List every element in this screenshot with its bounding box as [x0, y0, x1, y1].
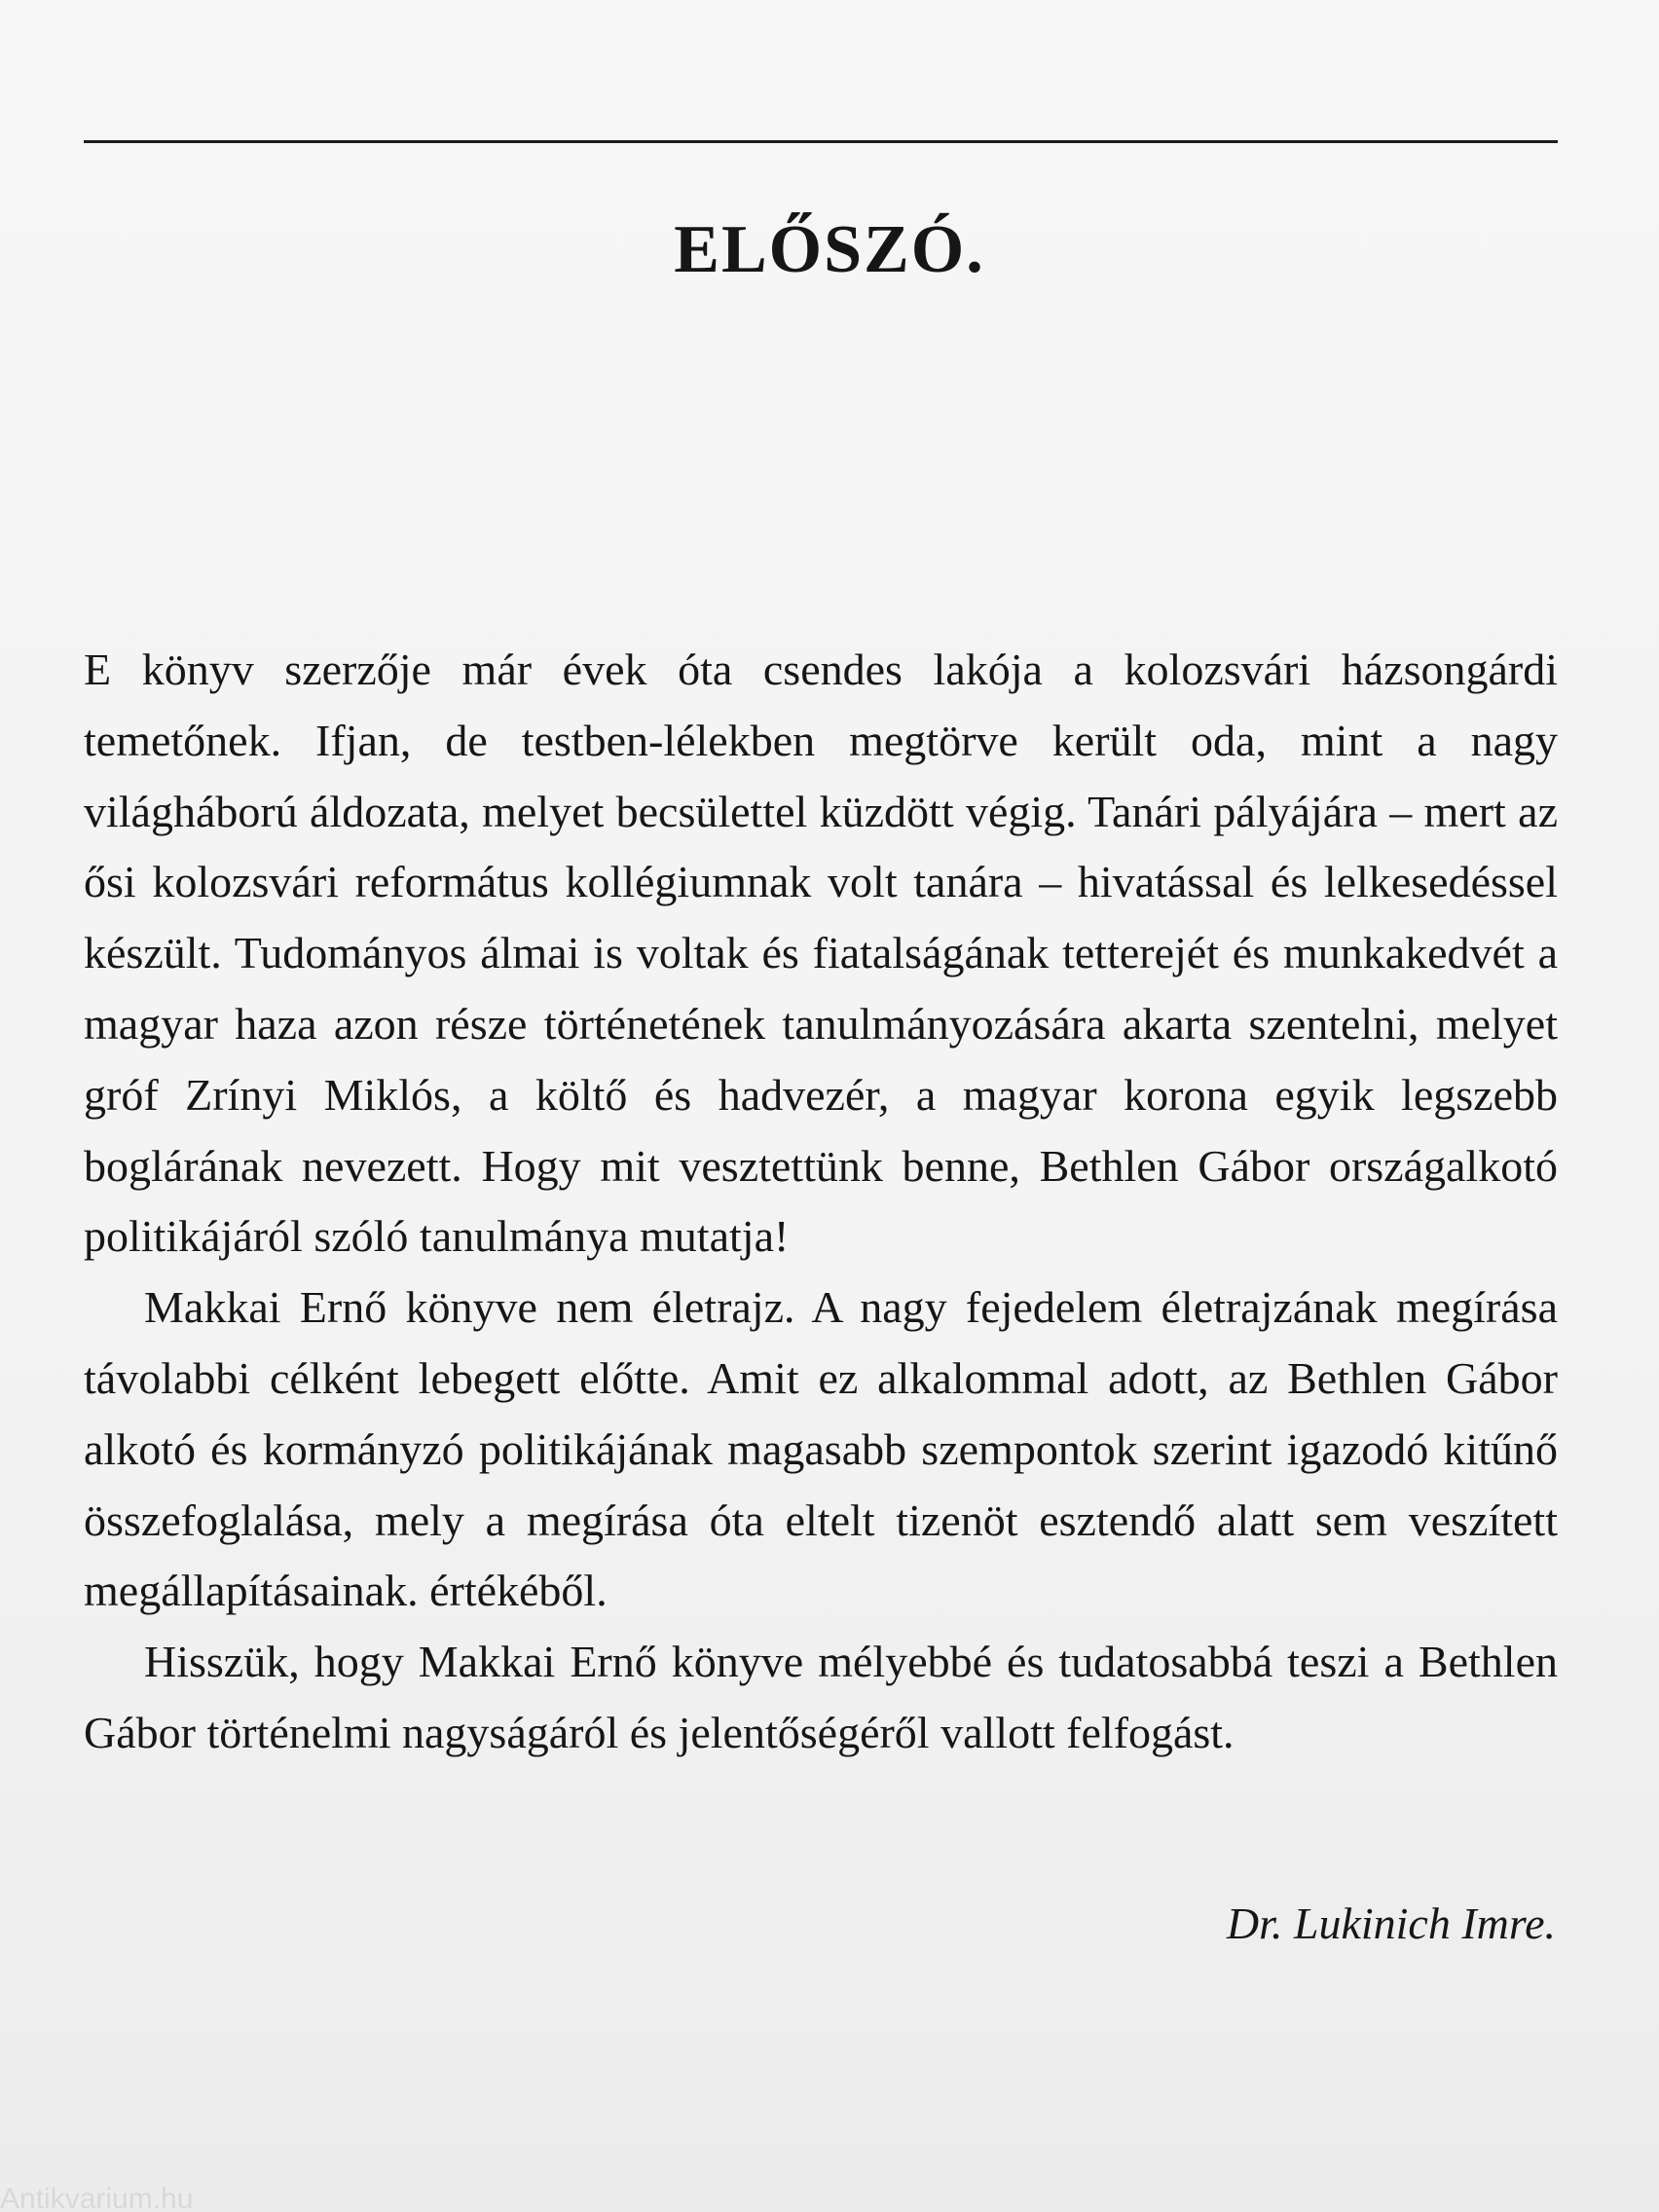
paragraph-3: Hisszük, hogy Makkai Ernő könyve mélyebbé és tudatosabbá teszi a Bethlen Gábor történelmi nagyságáról és jelentőségéről vallott felfogást.: [84, 1637, 1558, 1757]
watermark-logo: Antikvarium.hu: [0, 2187, 194, 2212]
header-rule: [84, 140, 1558, 143]
preface-body: [84, 635, 1558, 1769]
author-signature: Dr. Lukinich Imre.: [1226, 1899, 1556, 1948]
paragraph-1: E könyv szerzője már évek óta csendes lakója a kolozsvári házsongárdi temetőnek. Ifjan, de testben-lélekben megtörve került oda, mint a nagy világháború áldozata, melyet becsülettel küzdött végig. Tanári pályájára – mert az ősi kolozsvári református kollégiumnak volt tanára – hivatással és lelkesedéssel készült. Tudományos álmai is voltak és fiatalságának tetterejét és munkakedvét a magyar haza azon része történetének tanulmányozására akarta szentelni, melyet gróf Zrínyi Miklós, a költő és hadvezér, a magyar korona egyik legszebb boglárának nevezett. Hogy mit vesztettünk benne, Bethlen Gábor országalkotó politikájáról szóló tanulmánya mutatja!: [84, 645, 1558, 1262]
page-title: ELŐSZÓ.: [674, 212, 985, 287]
paragraph-2: Makkai Ernő könyve nem életrajz. A nagy fejedelem életrajzának megírása távolabbi célként lebegett előtte. Amit ez alkalommal adott, az Bethlen Gábor alkotó és kormányzó politikájának magasabb szempontok szerint igazodó kitűnő összefoglalása, mely a megírása óta eltelt tizenöt esztendő alatt sem veszített megállapításainak. értékéből.: [84, 1282, 1558, 1616]
